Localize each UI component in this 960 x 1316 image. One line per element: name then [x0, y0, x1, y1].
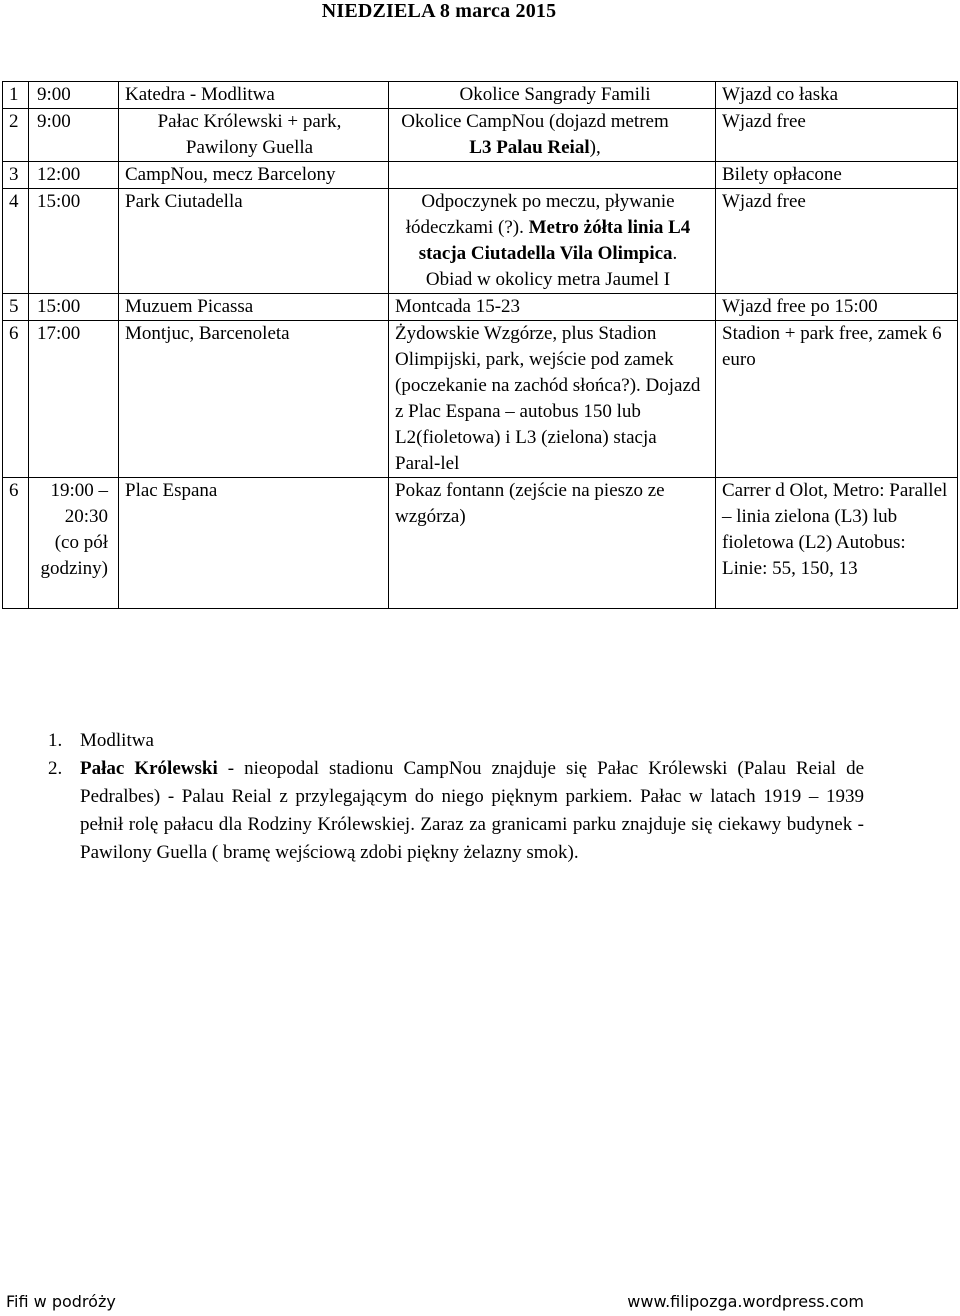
schedule-table	[2, 81, 958, 609]
list-text	[80, 758, 864, 863]
note-bold-segment: Pałac Królewski	[80, 758, 218, 779]
row-description	[389, 109, 716, 162]
table-row	[3, 321, 958, 478]
description-bold-segment: L3 Palau Reial	[469, 137, 590, 158]
row-place: Park Ciutadella	[119, 189, 389, 294]
row-time: 9:00	[29, 109, 119, 162]
table-row	[3, 478, 958, 609]
list-text	[80, 730, 154, 751]
table-row	[3, 109, 958, 162]
description-bold-segment: Metro żółta linia L4 stacja Ciutadella Vila Olimpica	[418, 217, 691, 264]
row-notes: Wjazd co łaska	[716, 82, 958, 109]
table-row	[3, 162, 958, 189]
table-row	[3, 189, 958, 294]
row-notes: Stadion + park free, zamek 6 euro	[716, 321, 958, 478]
row-description	[389, 478, 716, 609]
row-time: 15:00	[29, 294, 119, 321]
table-row	[3, 82, 958, 109]
description-segment: . Obiad w okolicy metra Jaumel I	[425, 243, 678, 290]
row-place: Muzuem Picassa	[119, 294, 389, 321]
row-notes: Wjazd free	[716, 109, 958, 162]
note-segment: - nieopodal stadionu CampNou znajduje się Pałac Królewski (Palau Reial de Pedralbes) - Palau Reial z przylegającym do niego pięknym parkiem. Pałac w latach 1919 – 1939 pełnił rolę pałacu dla Rodziny Królewskiej. Zaraz za granicami parku znajduje się ciekawy budynek - Pawilony Guella ( bramę wejściową zdobi piękny żelazny smok).	[80, 758, 865, 863]
row-description	[389, 162, 716, 189]
row-number: 3	[3, 162, 29, 189]
row-description	[389, 294, 716, 321]
page-footer	[0, 1292, 960, 1316]
row-description	[389, 189, 716, 294]
row-place: Montjuc, Barcenoleta	[119, 321, 389, 478]
row-number: 2	[3, 109, 29, 162]
row-notes: Wjazd free po 15:00	[716, 294, 958, 321]
row-description	[389, 321, 716, 478]
row-number: 1	[3, 82, 29, 109]
row-number: 5	[3, 294, 29, 321]
row-time: 12:00	[29, 162, 119, 189]
row-description	[389, 82, 716, 109]
description-segment: Okolice Sangrady Famili	[459, 84, 651, 105]
list-item	[48, 727, 864, 755]
description-segment: Żydowskie Wzgórze, plus Stadion Olimpijski, park, wejście pod zamek (poczekanie na zachód słońca?). Dojazd z Plac Espana – autobus 150 lub L2(fioletowa) i L3 (zielona) stacja Paral-lel	[395, 323, 701, 474]
row-time: 19:00 – 20:30 (co pół godziny)	[29, 478, 119, 609]
notes-list	[48, 727, 864, 867]
list-item	[48, 755, 864, 867]
row-number: 4	[3, 189, 29, 294]
row-place: Pałac Królewski + park, Pawilony Guella	[119, 109, 389, 162]
row-notes: Carrer d Olot, Metro: Parallel – linia zielona (L3) lub fioletowa (L2) Autobus: Linie: 55, 150, 13	[716, 478, 958, 609]
description-segment: Pokaz fontann (zejście na pieszo ze wzgórza)	[395, 480, 665, 527]
table-row	[3, 294, 958, 321]
row-place: Plac Espana	[119, 478, 389, 609]
row-time: 15:00	[29, 189, 119, 294]
footer-url: www.filipozga.wordpress.com	[627, 1292, 864, 1311]
footer-brand: Fifi w podróży	[6, 1292, 116, 1311]
description-segment: ),	[589, 137, 601, 158]
row-notes: Wjazd free	[716, 189, 958, 294]
page-title: NIEDZIELA 8 marca 2015	[321, 0, 557, 22]
row-time: 9:00	[29, 82, 119, 109]
row-place: CampNou, mecz Barcelony	[119, 162, 389, 189]
list-number: 1.	[48, 730, 63, 751]
description-segment: Montcada 15-23	[395, 296, 521, 317]
note-segment: Modlitwa	[80, 730, 154, 751]
row-number: 6	[3, 478, 29, 609]
row-number: 6	[3, 321, 29, 478]
description-segment: Okolice CampNou (dojazd metrem	[401, 111, 669, 132]
list-number: 2.	[48, 758, 63, 779]
row-place: Katedra - Modlitwa	[119, 82, 389, 109]
row-time: 17:00	[29, 321, 119, 478]
row-notes: Bilety opłacone	[716, 162, 958, 189]
description-segment: Odpoczynek po meczu, pływanie łódeczkami (?).	[405, 191, 675, 238]
